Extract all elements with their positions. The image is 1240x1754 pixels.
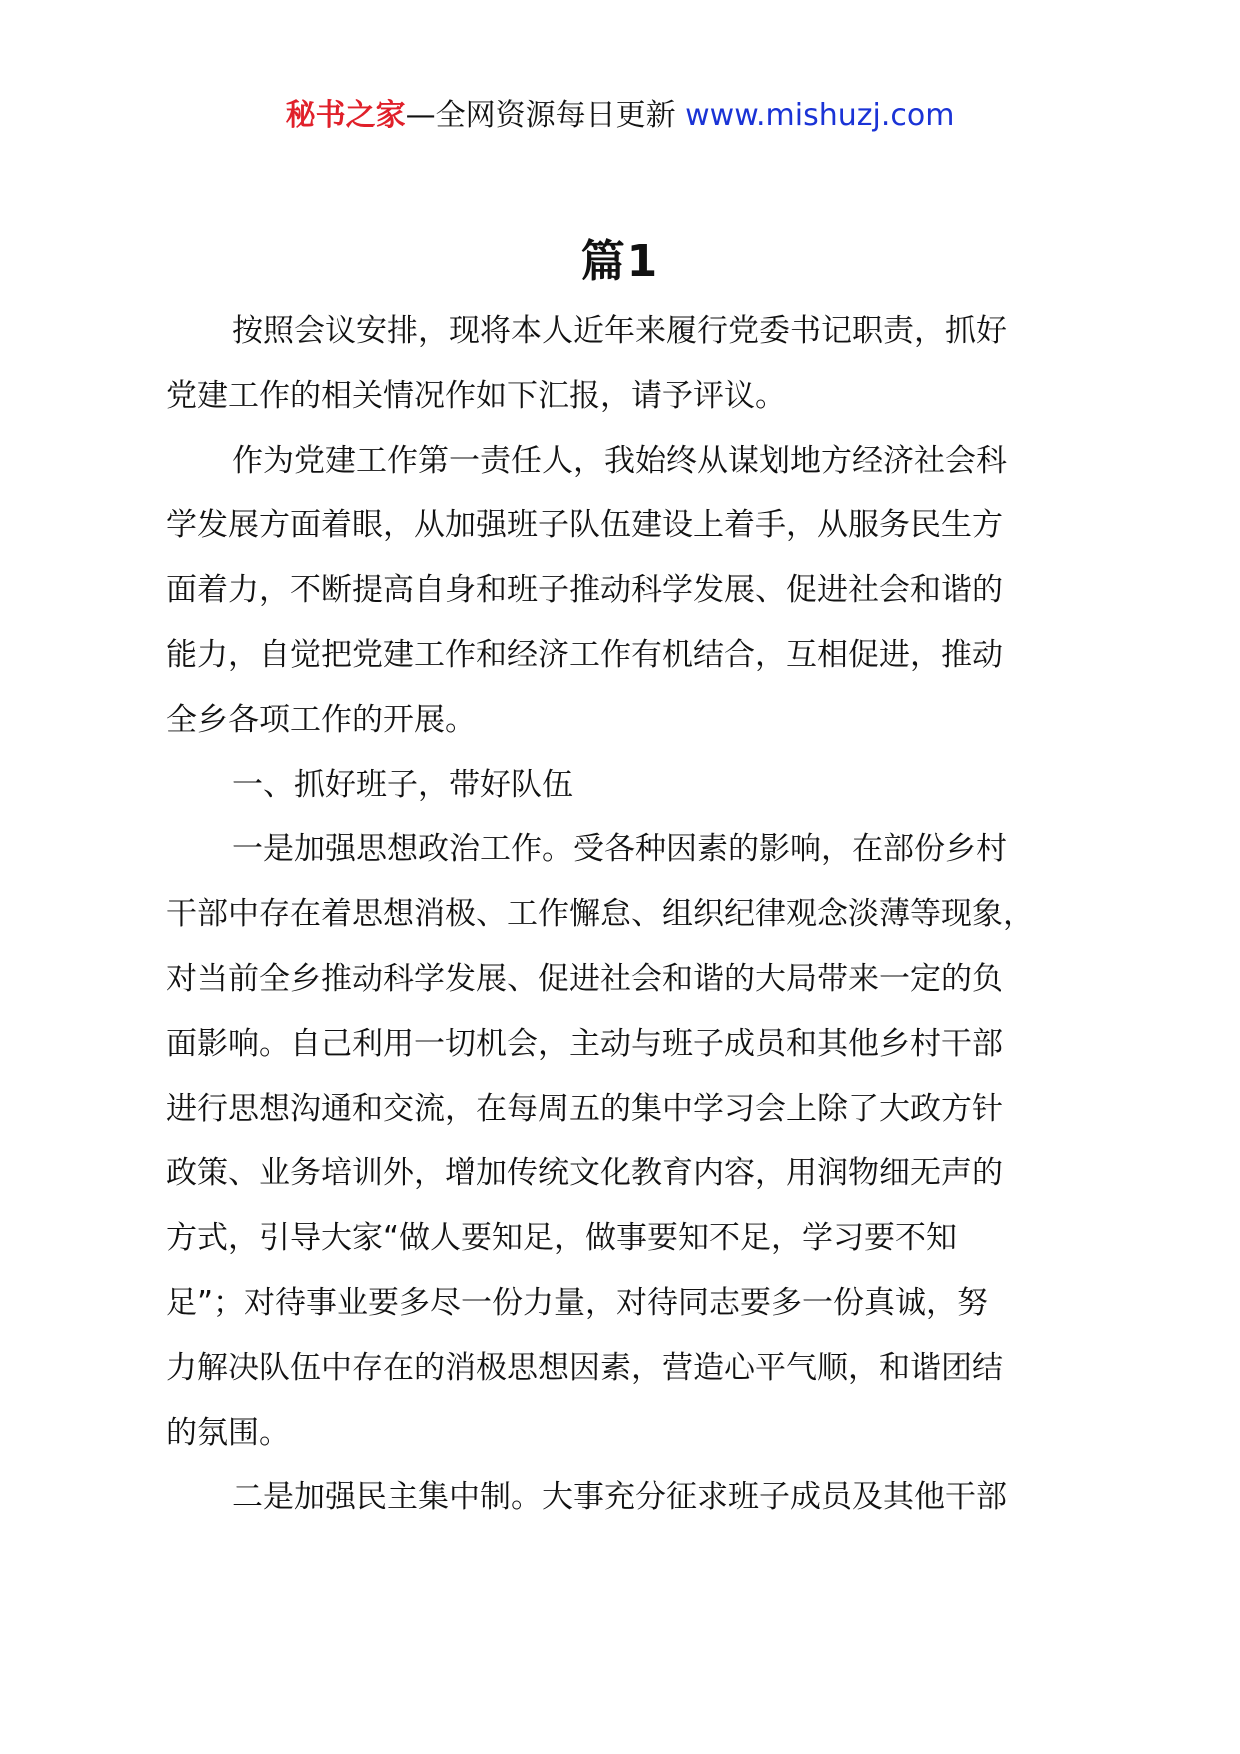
paragraph	[166, 299, 1082, 429]
site-brand: 秘书之家	[285, 98, 406, 133]
paragraph-line: 面着力，不断提高自身和班子推动科学发展、促进社会和谐的	[166, 572, 1003, 609]
paragraph-line: 能力，自觉把党建工作和经济工作有机结合，互相促进，推动	[166, 636, 1003, 673]
site-header	[0, 96, 1240, 136]
paragraph-line: 政策、业务培训外，增加传统文化教育内容，用润物细无声的	[166, 1155, 1003, 1192]
paragraph-line: 足”；对待事业要多尽一份力量，对待同志要多一份真诚，努	[166, 1284, 989, 1321]
paragraph	[166, 817, 1082, 1465]
paragraph	[166, 1465, 1082, 1530]
paragraph	[166, 429, 1082, 753]
paragraph-line: 作为党建工作第一责任人，我始终从谋划地方经济社会科	[232, 442, 1007, 479]
paragraph-line: 面影响。自己利用一切机会，主动与班子成员和其他乡村干部	[166, 1025, 1003, 1062]
section-heading	[166, 753, 1082, 818]
paragraph-line: 全乡各项工作的开展。	[166, 701, 476, 738]
site-url-link[interactable]: www.mishuzj.com	[685, 98, 955, 133]
paragraph-line: 干部中存在着思想消极、工作懈怠、组织纪律观念淡薄等现象，	[166, 896, 1034, 933]
paragraph-line: 力解决队伍中存在的消极思想因素，营造心平气顺，和谐团结	[166, 1349, 1003, 1386]
document-title: 篇1	[580, 236, 660, 287]
section-heading-text: 一、抓好班子，带好队伍	[232, 766, 573, 803]
paragraph-line: 的氛围。	[166, 1414, 290, 1451]
paragraph-line: 一是加强思想政治工作。受各种因素的影响，在部份乡村	[232, 831, 1007, 868]
paragraph-line: 党建工作的相关情况作如下汇报，请予评议。	[166, 377, 786, 414]
paragraph-line: 二是加强民主集中制。大事充分征求班子成员及其他干部	[232, 1479, 1007, 1516]
paragraph-line: 按照会议安排，现将本人近年来履行党委书记职责，抓好	[232, 313, 1007, 349]
paragraph-line: 方式，引导大家“做人要知足，做事要知不足，学习要不知	[166, 1220, 958, 1257]
paragraph-line: 学发展方面着眼，从加强班子队伍建设上着手，从服务民生方	[166, 507, 1003, 544]
site-tagline: —全网资源每日更新	[405, 98, 676, 133]
document-body	[166, 299, 1082, 1530]
paragraph-line: 对当前全乡推动科学发展、促进社会和谐的大局带来一定的负	[166, 960, 1003, 997]
paragraph-line: 进行思想沟通和交流，在每周五的集中学习会上除了大政方针	[166, 1090, 1003, 1127]
